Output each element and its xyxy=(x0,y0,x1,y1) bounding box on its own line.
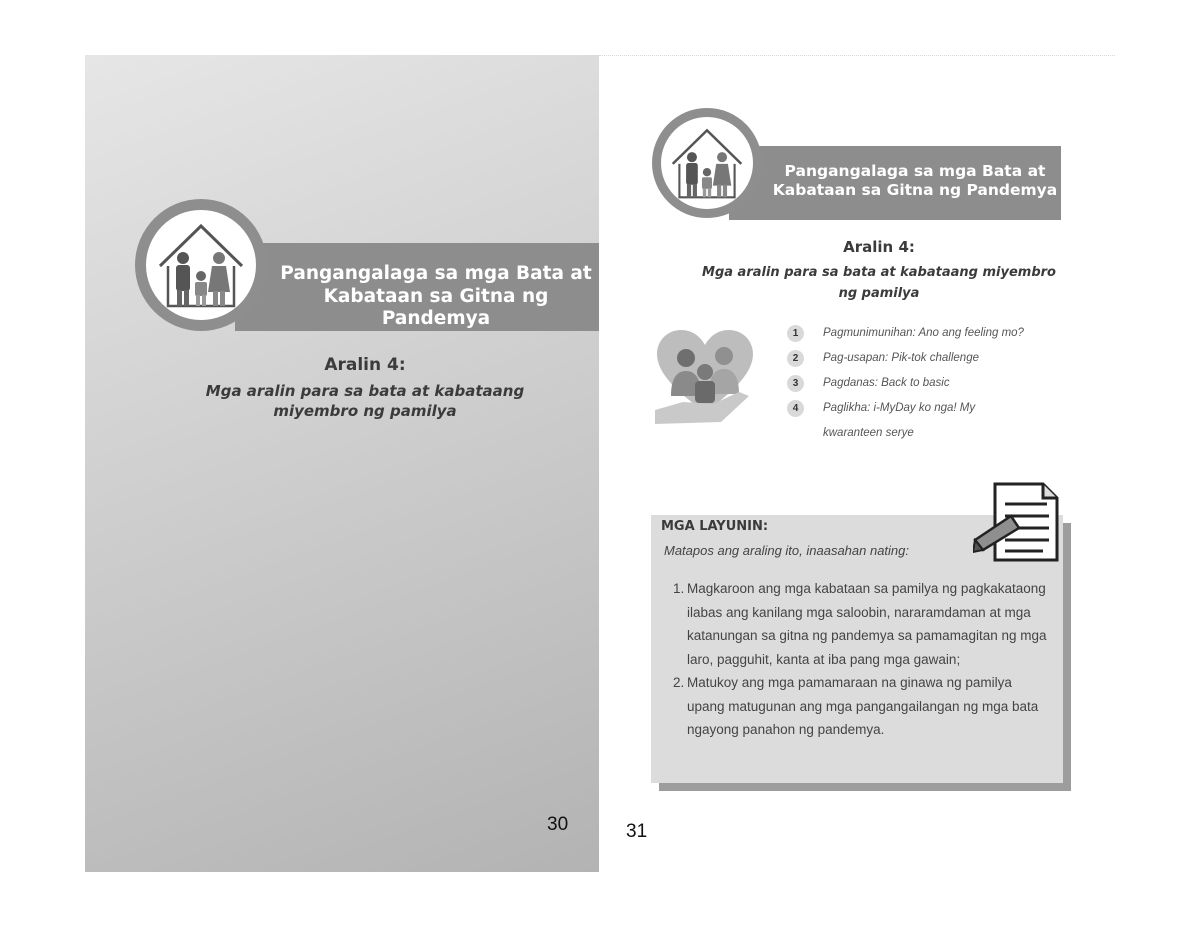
left-page-number: 30 xyxy=(547,814,569,835)
left-aralin-subtitle-line1: Mga aralin para sa bata at kabataang xyxy=(205,382,525,400)
left-page xyxy=(85,55,599,872)
right-aralin-title: Aralin 4: xyxy=(843,238,915,256)
left-aralin-subtitle xyxy=(145,381,585,422)
right-page xyxy=(599,55,1115,873)
objectives-intro: Matapos ang araling ito, inaasahan nating: xyxy=(664,543,910,558)
topic-number: 1 xyxy=(787,325,804,342)
list-item xyxy=(673,577,1053,671)
list-item xyxy=(787,346,1027,371)
topic-list xyxy=(787,321,1027,446)
list-item xyxy=(787,321,1027,346)
list-item xyxy=(787,396,1027,446)
topic-text: Paglikha: i-MyDay ko nga! My kwaranteen serye xyxy=(823,402,976,439)
objective-text: Matukoy ang mga pamamaraan na ginawa ng pamilya upang matugunan ang mga pangangailangan ng mga bata ngayong panahon ng pandemya. xyxy=(687,675,1039,737)
topic-text: Pag-usapan: Pik-tok challenge xyxy=(823,352,979,364)
objective-number: 1. xyxy=(673,581,685,596)
objective-text: Magkaroon ang mga kabataan sa pamilya ng pagkakataong ilabas ang kanilang mga saloobin, nararamdaman at mga katanungan sa gitna ng pandemya sa pamamagitan ng mga laro, pagguhit, kanta at iba pang mga gawain; xyxy=(687,581,1047,667)
objective-number: 2. xyxy=(673,675,685,690)
topic-text: Pagdanas: Back to basic xyxy=(823,377,950,389)
document-pencil-icon xyxy=(973,480,1063,564)
right-aralin-subtitle xyxy=(689,262,1069,305)
objectives-heading: MGA LAYUNIN: xyxy=(661,519,769,534)
topic-number: 4 xyxy=(787,400,804,417)
left-aralin-title: Aralin 4: xyxy=(324,355,406,375)
list-item xyxy=(787,371,1027,396)
topic-number: 3 xyxy=(787,375,804,392)
list-item xyxy=(673,671,1053,742)
left-banner-line1: Pangangalaga sa mga Bata at xyxy=(280,263,592,284)
right-banner xyxy=(729,146,1061,220)
right-banner-line2: Kabataan sa Gitna ng Pandemya xyxy=(772,180,1058,199)
family-heart-icon xyxy=(653,326,757,428)
objectives-list xyxy=(673,577,1053,742)
left-banner-line2: Kabataan sa Gitna ng Pandemya xyxy=(323,285,549,330)
topic-text: Pagmunimunihan: Ano ang feeling mo? xyxy=(823,327,1024,339)
topic-number: 2 xyxy=(787,350,804,367)
right-aralin-subtitle-line1: Mga aralin para sa bata at kabataang miyembro xyxy=(702,265,1056,280)
right-house-emblem xyxy=(652,108,762,218)
family-house-icon xyxy=(661,117,753,209)
family-house-icon xyxy=(146,210,256,320)
right-page-number: 31 xyxy=(626,821,648,842)
right-banner-line1: Pangangalaga sa mga Bata at xyxy=(784,162,1046,180)
right-aralin-subtitle-line2: ng pamilya xyxy=(838,286,920,302)
left-aralin-subtitle-line2: miyembro ng pamilya xyxy=(273,402,457,421)
left-house-emblem xyxy=(135,199,267,331)
left-banner xyxy=(235,243,599,331)
